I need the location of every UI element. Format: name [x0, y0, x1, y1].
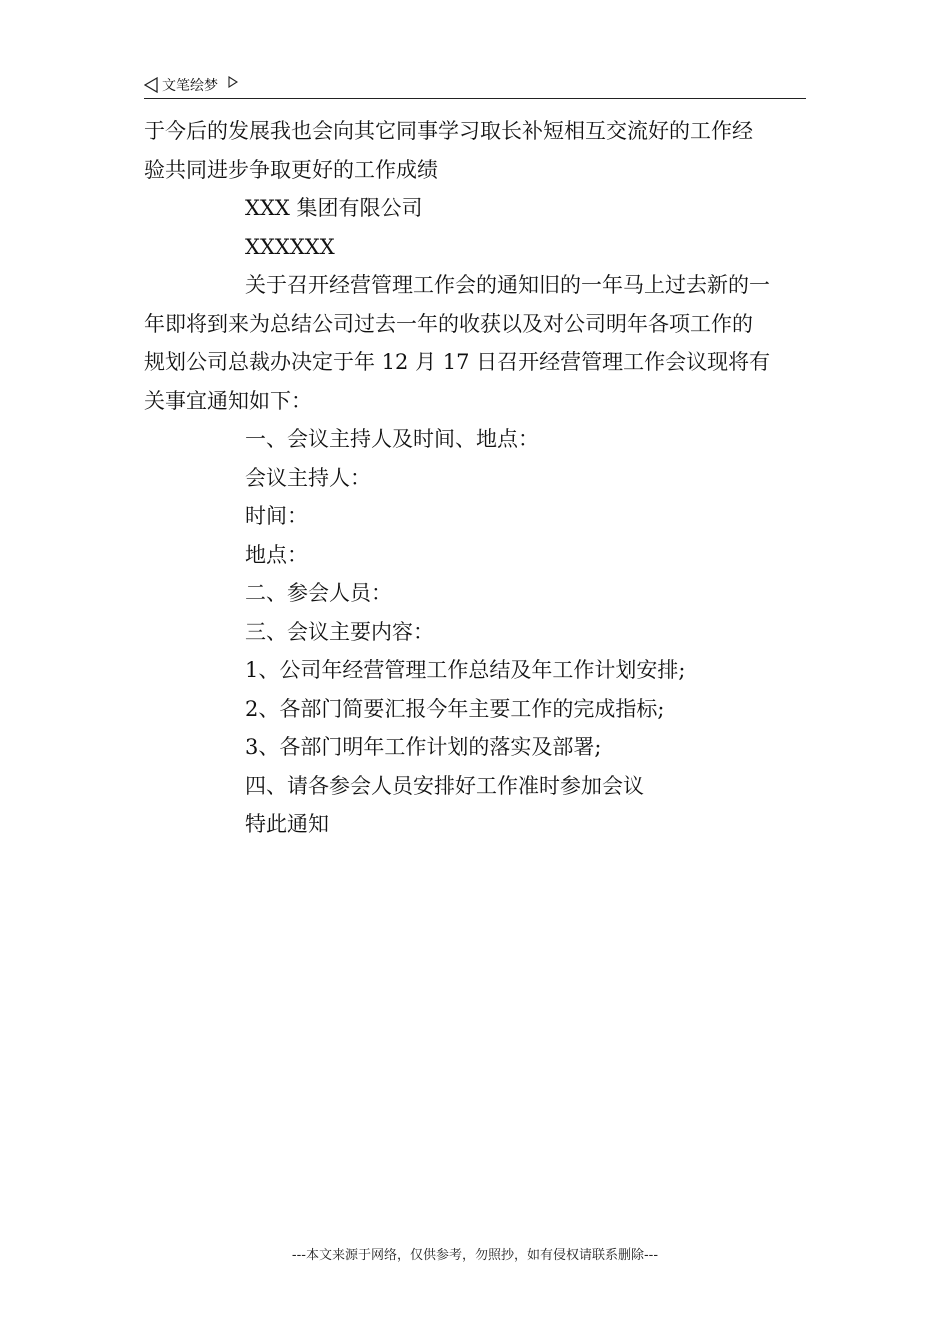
section-heading: 一、会议主持人及时间、地点： — [245, 427, 539, 451]
body-line: 年即将到来为总结公司过去一年的收获以及对公司明年各项工作的 — [144, 311, 753, 336]
section-heading: 三、会议主要内容： — [245, 619, 434, 644]
closing-line: 特此通知 — [245, 812, 329, 836]
section-heading: 二、参会人员： — [245, 581, 392, 605]
list-item: 2、各部门简要汇报今年主要工作的完成指标; — [245, 696, 665, 721]
body-line: 关事宜通知如下： — [144, 388, 312, 413]
list-item: 1、公司年经营管理工作总结及年工作计划安排; — [245, 658, 686, 682]
left-triangle-icon — [144, 77, 158, 93]
page-footer: ---本文来源于网络，仅供参考，勿照抄，如有侵权请联系删除--- — [291, 1248, 659, 1263]
document-body — [144, 112, 808, 844]
notice-title-paragraph: 关于召开经营管理工作会的通知旧的一年马上过去新的一 — [245, 273, 770, 297]
header-brand: 文笔绘梦 — [162, 78, 218, 94]
right-triangle-icon — [228, 76, 238, 88]
company-name: XXX 集团有限公司 — [245, 196, 423, 220]
section-heading: 四、请各参会人员安排好工作准时参加会议 — [245, 773, 644, 798]
body-line: 规划公司总裁办决定于年 12 月 17 日召开经营管理工作会议现将有 — [144, 350, 771, 374]
list-item: 会议主持人： — [245, 465, 371, 490]
body-line: 于今后的发展我也会向其它同事学习取长补短相互交流好的工作经 — [144, 119, 753, 143]
list-item: 时间： — [245, 504, 308, 528]
page-header — [144, 72, 806, 99]
body-line: 验共同进步争取更好的工作成绩 — [144, 157, 438, 182]
date-placeholder: XXXXXX — [245, 234, 335, 259]
list-item: 3、各部门明年工作计划的落实及部署; — [245, 735, 602, 759]
list-item: 地点： — [245, 542, 308, 567]
